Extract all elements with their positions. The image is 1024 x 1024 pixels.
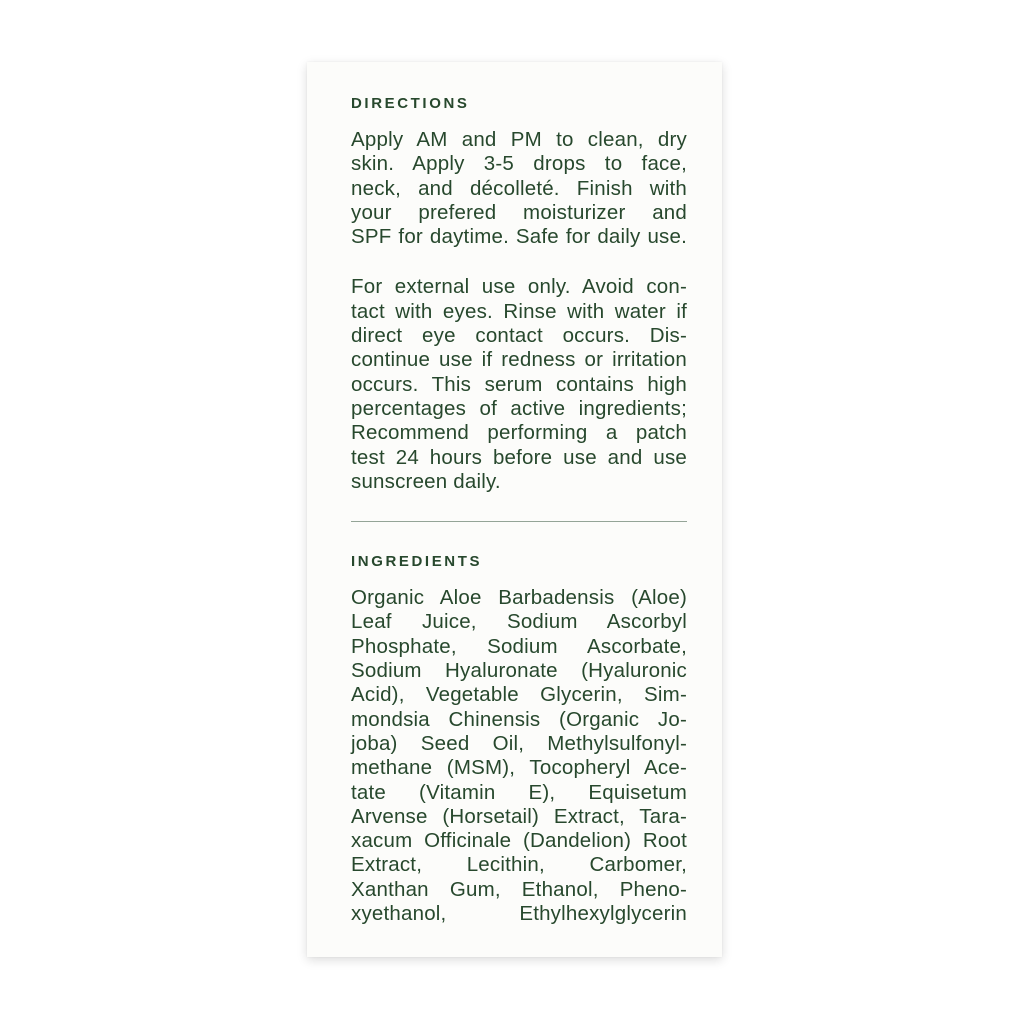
text-line: Extract, Lecithin, Carbomer, [351,853,687,877]
directions-paragraph-2 [351,275,687,494]
text-line: Apply AM and PM to clean, dry [351,128,687,151]
section-divider [351,521,687,522]
text-line: your prefered moisturizer and [351,200,687,224]
text-line: Arvense (Horsetail) Extract, Tara- [351,804,687,828]
text-line: percentages of active ingredients; [351,396,687,420]
product-label-card [307,62,722,957]
text-line: xacum Officinale (Dandelion) Root [351,829,687,853]
text-line: Organic Aloe Barbadensis (Aloe) [351,586,687,610]
text-line: joba) Seed Oil, Methylsulfonyl- [351,731,687,755]
text-line: Acid), Vegetable Glycerin, Sim- [351,683,687,707]
text-line: sunscreen daily. [351,469,501,493]
text-line: mondsia Chinensis (Organic Jo- [351,707,687,731]
text-line: SPF for daytime. Safe for daily use. [351,225,687,249]
text-line: For external use only. Avoid con- [351,275,687,299]
text-line: occurs. This serum contains high [351,372,687,396]
text-line: xyethanol, Ethylhexylglycerin [351,902,687,926]
text-line: Recommend performing a patch [351,421,687,445]
text-line: Leaf Juice, Sodium Ascorbyl [351,610,687,634]
text-line: tate (Vitamin E), Equisetum [351,780,687,804]
text-line: continue use if redness or irritation [351,348,687,372]
text-line: direct eye contact occurs. Dis- [351,324,687,348]
text-line: skin. Apply 3-5 drops to face, [351,152,687,176]
text-line: Sodium Hyaluronate (Hyaluronic [351,659,687,683]
directions-heading: DIRECTIONS [351,95,470,112]
text-line: methane (MSM), Tocopheryl Ace- [351,756,687,780]
ingredients-heading: INGREDIENTS [351,553,483,571]
directions-paragraph-1 [351,128,687,249]
text-line: Xanthan Gum, Ethanol, Pheno- [351,877,687,901]
text-line: Phosphate, Sodium Ascorbate, [351,634,687,658]
text-line: test 24 hours before use and use [351,445,687,469]
text-line: neck, and décolleté. Finish with [351,176,687,200]
ingredients-paragraph [351,586,687,926]
text-line: tact with eyes. Rinse with water if [351,299,687,323]
